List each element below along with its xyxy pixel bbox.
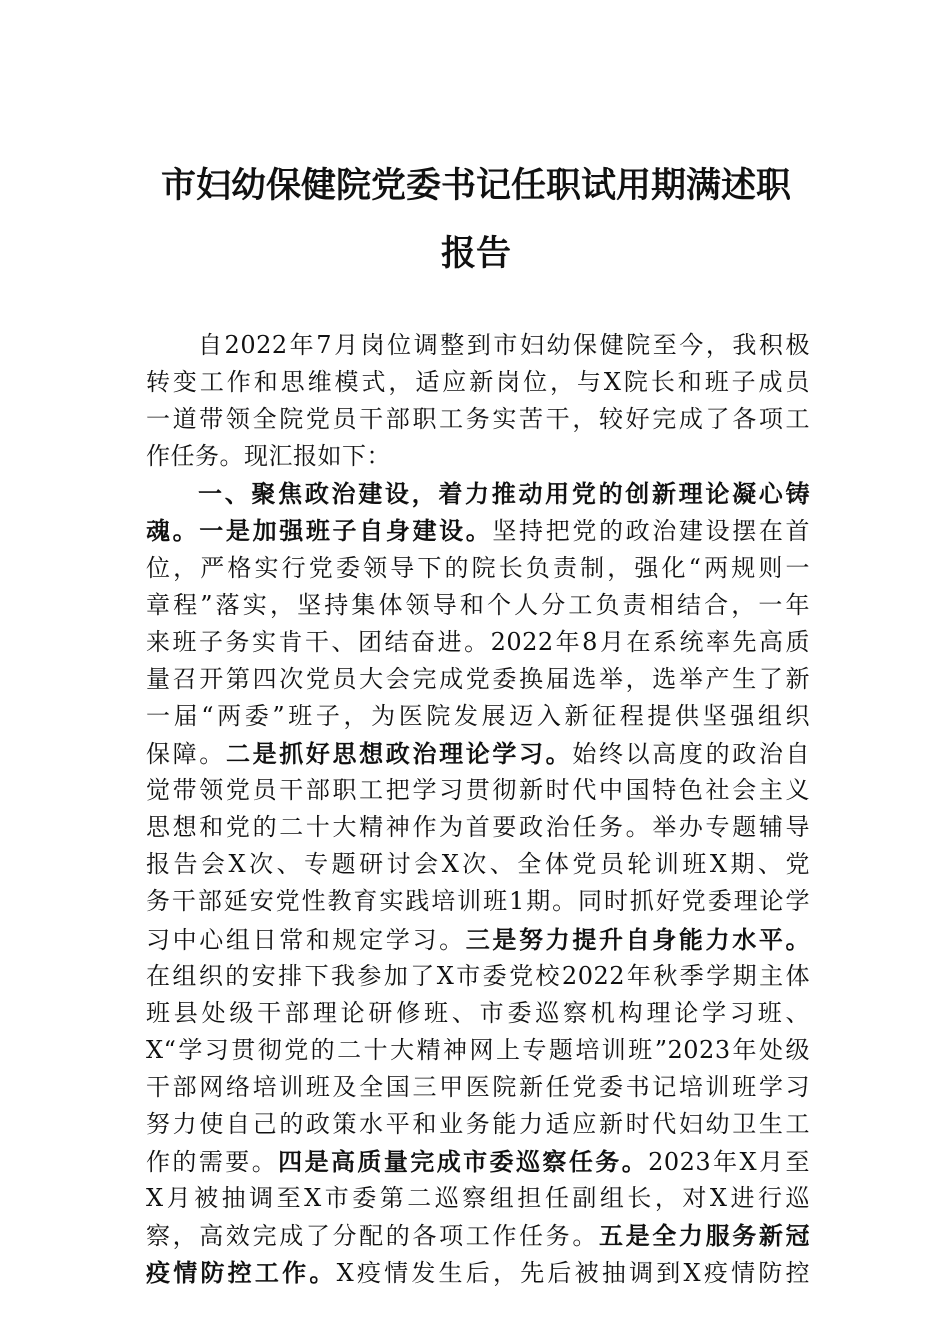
- text-run: 坚持把党的政治建设摆在首: [492, 517, 810, 546]
- bold-phrase: 三是努力提升自身能力水平。: [465, 924, 810, 954]
- text-run: 始终以高度的政治自: [572, 740, 810, 769]
- text-line: [146, 735, 810, 772]
- bold-phrase: 五是全力服务新冠: [598, 1221, 810, 1251]
- text-line: 努力使自己的政策水平和业务能力适应新时代妇幼卫生工: [146, 1109, 810, 1138]
- text-run: 作的需要。: [146, 1148, 279, 1177]
- text-line: 务干部延安党性教育实践培训班1期。同时抓好党委理论学: [146, 887, 810, 916]
- text-line: 自2022年7月岗位调整到市妇幼保健院至今，我积极: [198, 331, 810, 359]
- bold-phrase: 四是高质量完成市委巡察任务。: [278, 1147, 649, 1177]
- text-line: [146, 1217, 810, 1254]
- text-line: 转变工作和思维模式，适应新岗位，与X院长和班子成员: [146, 368, 810, 397]
- text-line: [146, 921, 810, 958]
- text-line: 章程”落实，坚持集体领导和个人分工负责相结合，一年: [146, 590, 810, 619]
- document-body: [146, 327, 810, 1291]
- text-line: 一届“两委”班子，为医院发展迈入新征程提供坚强组织: [146, 701, 810, 730]
- text-line: 量召开第四次党员大会完成党委换届选举，选举产生了新: [146, 664, 810, 693]
- text-line: 作任务。现汇报如下：: [146, 442, 391, 471]
- text-line: 来班子务实肯干、团结奋进。2022年8月在系统率先高质: [146, 627, 810, 656]
- text-line: [146, 475, 810, 512]
- text-run: 察，高效完成了分配的各项工作任务。: [146, 1222, 599, 1251]
- text-line: 思想和党的二十大精神作为首要政治任务。举办专题辅导: [146, 813, 810, 842]
- text-line: X“学习贯彻党的二十大精神网上专题培训班”2023年处级: [146, 1035, 810, 1064]
- text-line: [146, 1254, 810, 1291]
- text-line: 干部网络培训班及全国三甲医院新任党委书记培训班学习: [146, 1072, 810, 1101]
- text-line: 报告会X次、专题研讨会X次、全体党员轮训班X期、党: [146, 850, 810, 879]
- text-run: 习中心组日常和规定学习。: [146, 925, 466, 954]
- text-line: 班县处级干部理论研修班、市委巡察机构理论学习班、: [146, 998, 810, 1027]
- text-line: 在组织的安排下我参加了X市委党校2022年秋季学期主体: [146, 961, 810, 990]
- bold-phrase: 疫情防控工作。: [146, 1258, 337, 1288]
- text-line: 觉带领党员干部职工把学习贯彻新时代中国特色社会主义: [146, 776, 810, 805]
- text-run: X疫情发生后，先后被抽调到X疫情防控: [336, 1259, 810, 1288]
- document-title-line-1: 市妇幼保健院党委书记任职试用期满述职: [160, 165, 791, 206]
- document-title-line-2: 报告: [440, 233, 511, 274]
- text-line: [146, 1143, 810, 1180]
- text-run: 保障。: [146, 740, 226, 769]
- text-line: 位，严格实行党委领导下的院长负责制，强化“两规则一: [146, 553, 810, 582]
- text-line: X月被抽调至X市委第二巡察组担任副组长，对X进行巡: [146, 1184, 810, 1213]
- section-heading: 一、聚焦政治建设，着力推动用党的创新理论凝心铸: [198, 479, 810, 509]
- bold-phrase: 二是抓好思想政治理论学习。: [225, 739, 573, 769]
- bold-phrase: 魂。一是加强班子自身建设。: [146, 516, 493, 546]
- text-line: [146, 512, 810, 549]
- text-line: 一道带领全院党员干部职工务实苦干，较好完成了各项工: [146, 405, 810, 434]
- text-run: 2023年X月至: [648, 1148, 810, 1177]
